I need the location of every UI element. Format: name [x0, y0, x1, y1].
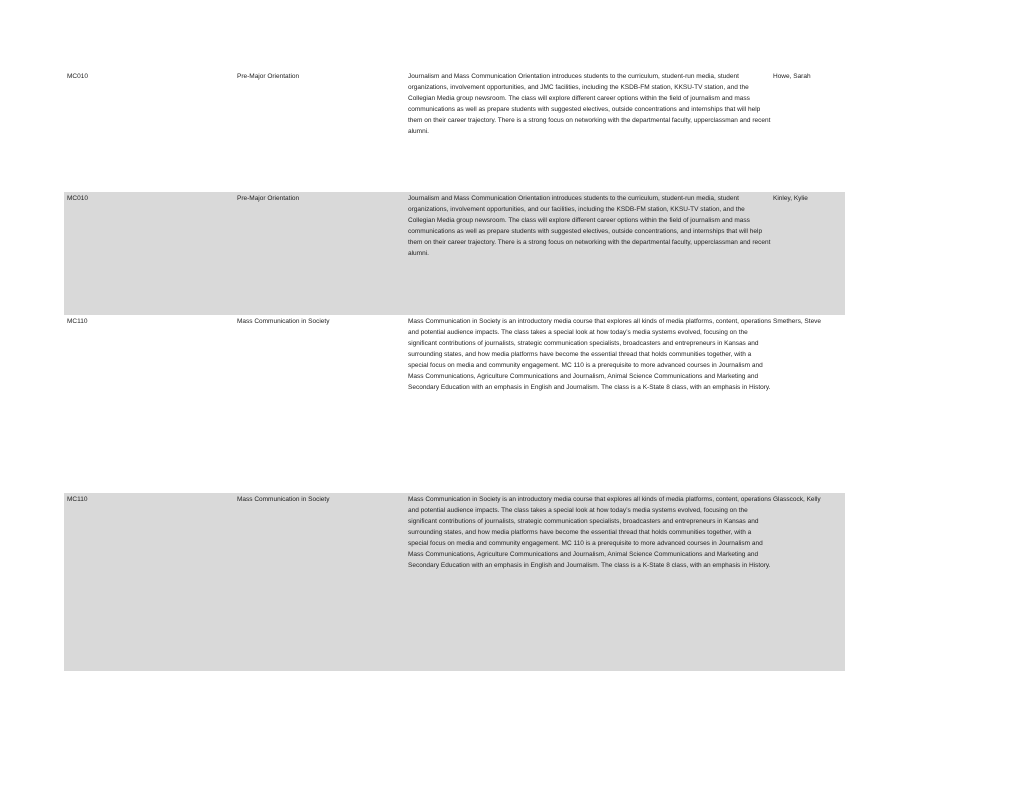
table-row — [64, 315, 845, 493]
course-description: Mass Communication in Society is an introductory media course that explores all kinds of media platforms, content, operations and potential audience impacts. The class takes a special look at how today’s media systems evolved, focusing on the significant contributions of journalists, strategic communication specialists, broadcasters and entrepreneurs in Kansas and surrounding states, and how media platforms have become the essential thread that holds communities together, with a special focus on media and community engagement. MC 110 is a prerequisite to more advanced courses in Journalism and Mass Communications, Agriculture Communications and Journalism, Animal Science Communications and Marketing and Secondary Education with an emphasis in English and Journalism. The class is a K-State 8 class, with an emphasis in History. — [408, 496, 772, 569]
table-row — [64, 493, 845, 671]
instructor-name: Howe, Sarah — [773, 73, 811, 80]
course-code: MC110 — [67, 318, 88, 325]
course-title: Pre-Major Orientation — [237, 195, 300, 202]
instructor-name: Kinley, Kylie — [773, 195, 808, 202]
table-row — [64, 192, 845, 315]
instructor-name: Glasscock, Kelly — [773, 496, 821, 503]
instructor-name: Smethers, Steve — [773, 318, 822, 325]
course-title: Mass Communication in Society — [237, 318, 330, 325]
course-title: Mass Communication in Society — [237, 496, 330, 503]
course-description: Journalism and Mass Communication Orientation introduces students to the curriculum, student-run media, student organizations, involvement opportunities, and JMC facilities, including the KSDB-FM station, KKSU-TV station, and the Collegian Media group newsroom. The class will explore different career options within the field of journalism and mass communications as well as prepare students with suggested electives, outside concentrations and internships that will help them on their career trajectory. There is a strong focus on networking with the departmental faculty, upperclassman and recent alumni. — [408, 73, 771, 135]
course-code: MC010 — [67, 73, 88, 80]
course-table — [64, 70, 845, 671]
table-row — [64, 70, 845, 192]
course-code: MC110 — [67, 496, 88, 503]
course-title: Pre-Major Orientation — [237, 73, 300, 80]
course-code: MC010 — [67, 195, 88, 202]
course-description: Journalism and Mass Communication Orientation introduces students to the curriculum, student-run media, student organizations, involvement opportunities, and our facilities, including the KSDB-FM station, KKSU-TV station, and the Collegian Media group newsroom. The class will explore different career options within the field of journalism and mass communications as well as prepare students with suggested electives, outside concentrations, and internships that will help them on their career trajectory. There is a strong focus on networking with the departmental faculty, upperclassman and recent alumni. — [408, 195, 771, 257]
course-description: Mass Communication in Society is an introductory media course that explores all kinds of media platforms, content, operations and potential audience impacts. The class takes a special look at how today’s media systems evolved, focusing on the significant contributions of journalists, strategic communication specialists, broadcasters and entrepreneurs in Kansas and surrounding states, and how media platforms have become the essential thread that holds communities together, with a special focus on media and community engagement. MC 110 is a prerequisite to more advanced courses in Journalism and Mass Communications, Agriculture Communications and Journalism, Animal Science Communications and Marketing and Secondary Education with an emphasis in English and Journalism. The class is a K-State 8 class, with an emphasis in History. — [408, 318, 772, 391]
